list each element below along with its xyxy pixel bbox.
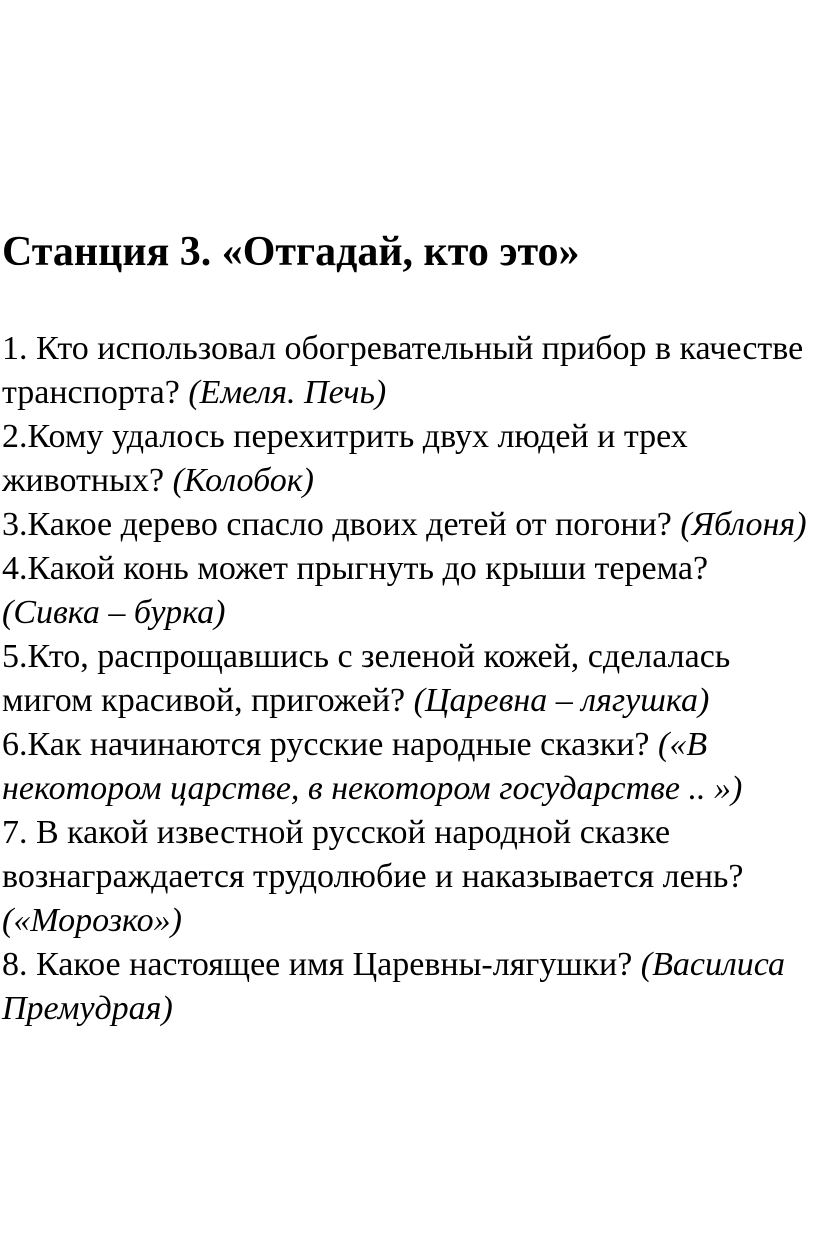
- question-item: [2, 943, 810, 1031]
- question-text: 5.Кто, распрощавшись с зеленой кожей, сделалась мигом красивой, пригожей?: [2, 638, 731, 719]
- question-item: [2, 811, 810, 943]
- question-text: 8. Какое настоящее имя Царевны-лягушки?: [2, 946, 641, 983]
- question-text: 4.Какой конь может прыгнуть до крыши терема?: [2, 550, 709, 587]
- question-item: [2, 635, 810, 723]
- question-list: [2, 327, 810, 1031]
- question-text: 7. В какой известной русской народной сказке вознаграждается трудолюбие и наказывается лень?: [2, 814, 744, 895]
- question-answer: («В некотором царстве, в некотором государстве .. »): [2, 726, 743, 807]
- question-text: 6.Как начинаются русские народные сказки?: [2, 726, 658, 763]
- question-item: [2, 327, 810, 415]
- question-answer: (Колобок): [172, 462, 314, 499]
- question-answer: (Емеля. Печь): [188, 374, 387, 411]
- question-item: [2, 723, 810, 811]
- question-answer: (Яблоня): [680, 506, 807, 543]
- station-title: Станция 3. «Отгадай, кто это»: [2, 229, 580, 275]
- question-item: [2, 503, 810, 547]
- question-text: 3.Какое дерево спасло двоих детей от погони?: [2, 506, 681, 543]
- question-answer: (Сивка – бурка): [2, 594, 226, 631]
- question-answer: («Морозко»): [2, 902, 182, 939]
- question-item: [2, 547, 810, 635]
- question-answer: (Василиса Премудрая): [2, 946, 786, 1027]
- question-answer: (Царевна – лягушка): [413, 682, 710, 719]
- question-item: [2, 415, 810, 503]
- question-text: 1. Кто использовал обогревательный прибор в качестве транспорта?: [2, 330, 804, 411]
- question-text: 2.Кому удалось перехитрить двух людей и трех животных?: [2, 418, 688, 499]
